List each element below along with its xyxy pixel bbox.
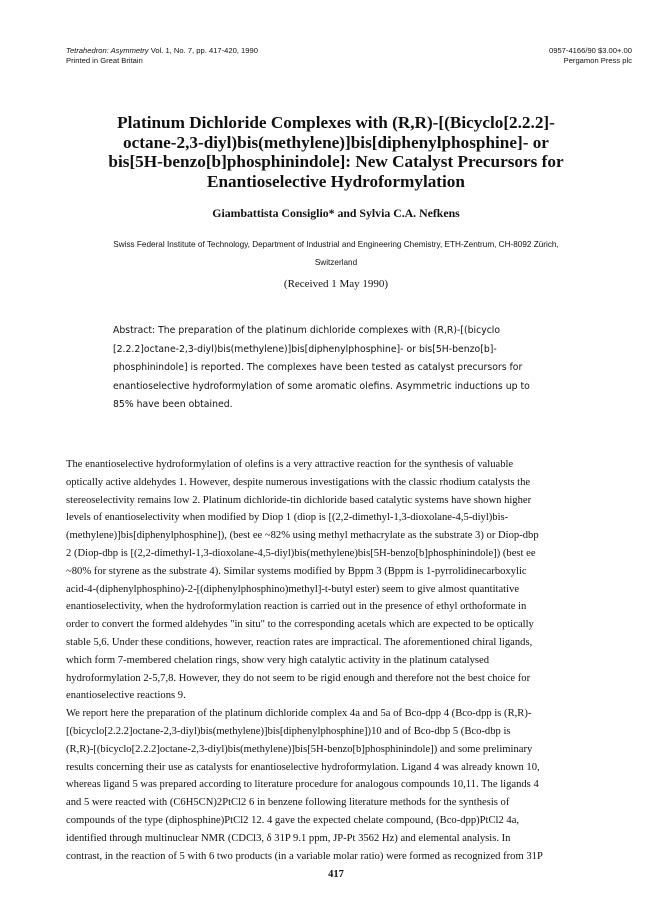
- body-line: stereoselectivity remains low 2. Platinum dichloride-tin dichloride based catalytic systems have shown higher: [66, 494, 532, 506]
- abstract-line: Abstract: The preparation of the platinum dichloride complexes with (R,R)-[(bicyclo: [113, 325, 501, 336]
- body-line: [(bicyclo[2.2.2]octane-2,3-diyl)bis(methylene)]bis[diphenylphosphine])10 and of Bco-dbp 5 (Bco-dbp is: [66, 725, 511, 737]
- body-line: stable 5,6. Under these conditions, however, reaction rates are impractical. The aforementioned chiral ligands,: [66, 636, 533, 648]
- body-line: identified through multinuclear NMR (CDCl3, δ 31P 9.1 ppm, JP-Pt 3562 Hz) and elemental analysis. In: [66, 832, 511, 844]
- body-line: We report here the preparation of the platinum dichloride complex 4a and 5a of Bco-dpp 4 (Bco-dpp is (R,R)-: [66, 708, 532, 720]
- affiliation-line: Switzerland: [314, 258, 358, 267]
- body-line: optically active aldehydes 1. However, despite numerous investigations with the classic rhodium catalysts the: [66, 476, 531, 488]
- abstract-line: phosphinindole] is reported. The complexes have been tested as catalyst precursors for: [113, 362, 523, 374]
- body-line: which form 7-membered chelation rings, show very high catalytic activity in the platinum catalysed: [66, 654, 490, 666]
- body-line: enantioselective reactions 9.: [66, 690, 186, 702]
- received-date: (Received 1 May 1990): [283, 278, 389, 290]
- body-line: levels of enantioselectivity when modified by Diop 1 (diop is [(2,2-dimethyl-1,3-dioxolane-4,5-diyl)bis-: [66, 512, 509, 524]
- body-line: hydroformylation 2-5,7,8. However, they do not seem to be rigid enough and therefore not the best choice for: [66, 672, 531, 684]
- body-line: 2 (Diop-dbp is [(2,2-dimethyl-1,3-dioxolane-4,5-diyl)bis(methylene)bis[5H-benzo[b]phosphinindole]) (best ee: [66, 547, 536, 559]
- body-text: [66, 456, 628, 865]
- printed-in: Printed in Great Britain: [66, 56, 143, 65]
- body-line: order to convert the formed aldehydes "in situ" to the corresponding acetals which are expected to be optically: [66, 619, 534, 631]
- issn-price: 0957-4166/90 $3.00+.00: [549, 46, 632, 55]
- publisher-name: Pergamon Press plc: [563, 56, 632, 65]
- affiliation-line: Swiss Federal Institute of Technology, Department of Industrial and Engineering Chemistry, ETH-Zentrum, CH-8092 Zürich,: [113, 240, 559, 249]
- body-line: and 5 were reacted with (C6H5CN)2PtCl2 6 in benzene following literature methods for the synthesis of: [66, 797, 510, 809]
- title-line: octane-2,3-diyl)bis(methylene)]bis[diphenylphosphine]- or: [123, 132, 549, 152]
- abstract-line: enantioselective hydroformylation of some aromatic olefins. Asymmetric inductions up to: [113, 380, 530, 392]
- body-line: whereas ligand 5 was prepared according to literature procedure for analogous compounds 10,11. The ligands 4: [66, 779, 539, 791]
- journal-citation: Vol. 1, No. 7, pp. 417-420, 1990: [148, 46, 258, 55]
- author-list: Giambattista Consiglio* and Sylvia C.A. Nefkens: [212, 206, 460, 220]
- body-line: The enantioselective hydroformylation of olefins is a very attractive reaction for the synthesis of valuable: [66, 459, 514, 470]
- page-number: 417: [328, 869, 344, 880]
- body-line: contrast, in the reaction of 5 with 6 two products (in a variable molar ratio) were formed as recognized from 31P: [66, 850, 543, 862]
- body-line: (R,R)-[(bicyclo[2.2.2]octane-2,3-diyl)bis(methylene)]bis[5H-benzo[b]phosphinindole]) and some preliminary: [66, 743, 533, 755]
- abstract-line: [2.2.2]octane-2,3-diyl)bis(methylene)]bis[diphenylphosphine]- or bis[5H-benzo[b]-: [113, 343, 497, 355]
- body-line: compounds of the type (diphosphine)PtCl2 12. 4 gave the expected chelate compound, (Bco-dpp)PtCl2 4a,: [66, 814, 520, 826]
- body-line: acid-4-(diphenylphosphino)-2-[(diphenylphosphino)methyl]-t-butyl ester) seem to give almost quantitative: [66, 583, 520, 595]
- journal-header: [66, 46, 258, 66]
- title-line: Platinum Dichloride Complexes with (R,R)-[(Bicyclo[2.2.2]-: [117, 113, 555, 132]
- abstract: [113, 322, 633, 415]
- title-line: bis[5H-benzo[b]phosphinindole]: New Catalyst Precursors for: [108, 152, 564, 172]
- body-line: results concerning their use as catalysts for enantioselective hydroformylation. Ligand 4 was already known 10,: [66, 761, 540, 773]
- body-line: ~80% for styrene as the substrate 4). Similar systems modified by Bppm 3 (Bppm is 1-pyrrolidinecarboxylic: [66, 565, 527, 577]
- article-title: [40, 113, 632, 191]
- title-line: Enantioselective Hydroformylation: [207, 171, 465, 191]
- abstract-line: 85% have been obtained.: [113, 399, 233, 411]
- affiliation: [50, 236, 622, 272]
- journal-name: Tetrahedron: Asymmetry: [66, 46, 149, 55]
- publisher-header: [549, 46, 632, 66]
- body-line: (methylene)]bis[diphenylphosphine]), (best ee ~82% using methyl methacrylate as the substrate 3) or Diop-dbp: [66, 530, 539, 542]
- body-line: enantioselectivity, when the hydroformylation reaction is carried out in the presence of ethyl orthoformate in: [66, 601, 527, 613]
